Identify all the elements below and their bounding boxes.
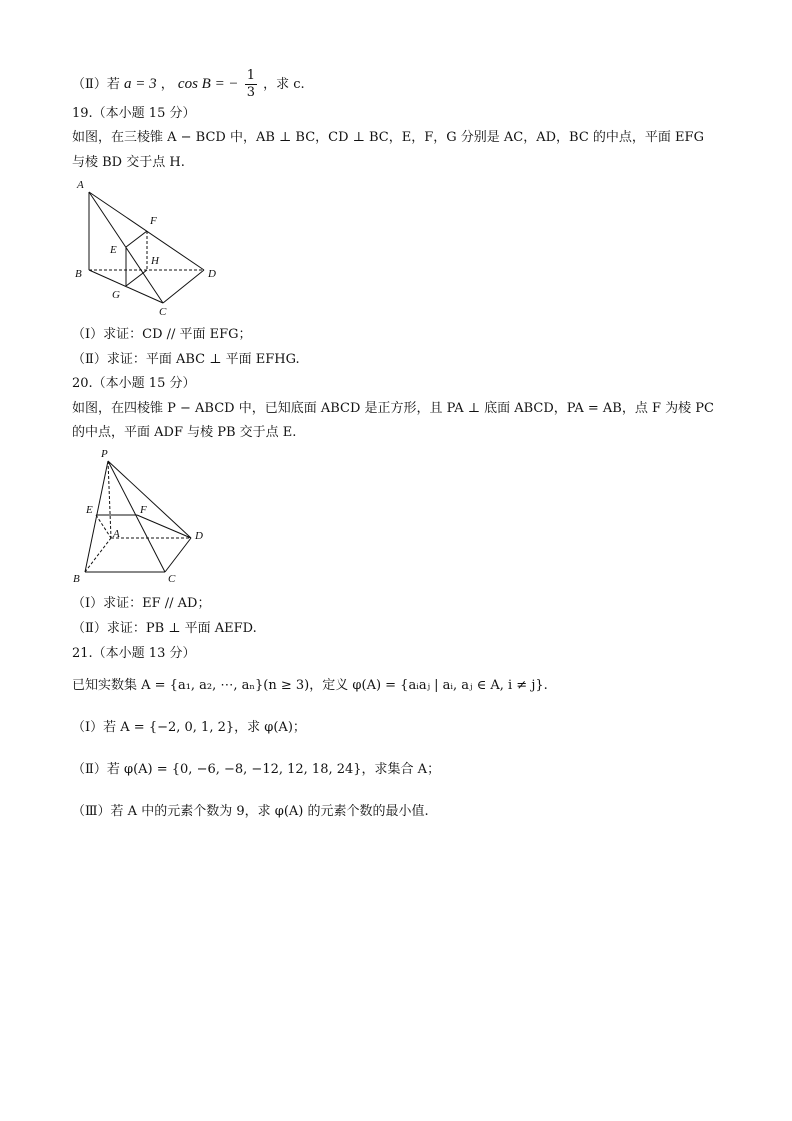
q19-figure-tetrahedron	[68, 174, 228, 318]
q21-part3: （Ⅲ）若 A 中的元素个数为 9，求 φ(A) 的元素个数的最小值.	[72, 804, 429, 819]
q19-header: 19.（本小题 15 分）	[72, 106, 196, 121]
q20-stem-line2: 的中点，平面 ADF 与棱 PB 交于点 E.	[72, 425, 297, 440]
q19-stem-line2: 与棱 BD 交于点 H.	[72, 155, 185, 170]
q18-fraction-denominator: 3	[246, 85, 255, 100]
edge-pa-hidden	[108, 461, 111, 538]
label-p: P	[101, 448, 108, 460]
q20-stem-line1: 如图，在四棱锥 P − ABCD 中，已知底面 ABCD 是正方形，且 PA ⊥ 底面 ABCD，PA = AB，点 F 为棱 PC	[72, 401, 714, 416]
q20-header: 20.（本小题 15 分）	[72, 376, 196, 391]
label-g: G	[112, 289, 120, 301]
q18-part2	[72, 68, 305, 101]
label-c: C	[159, 306, 167, 318]
q18-part2-suffix: ，求 c.	[263, 77, 305, 92]
q18-fraction-numerator: 1	[246, 68, 255, 83]
q19-part2: （Ⅱ）求证：平面 ABC ⊥ 平面 EFHG.	[72, 352, 300, 367]
q19-stem-line1: 如图，在三棱锥 A − BCD 中，AB ⊥ BC，CD ⊥ BC，E，F，G 分别是 AC，AD，BC 的中点，平面 EFG	[72, 130, 704, 145]
label-b: B	[73, 573, 80, 585]
segment-fd	[137, 515, 191, 538]
edge-cd	[165, 538, 191, 572]
q21-part2: （Ⅱ）若 φ(A) = {0, −6, −8, −12, 12, 18, 24}，求集合 A；	[72, 762, 441, 777]
segment-gh	[126, 270, 147, 286]
q18-cond-a: a = 3	[123, 76, 157, 92]
label-f: F	[140, 504, 147, 516]
q18-fraction	[245, 68, 257, 101]
q20-figure-pyramid	[68, 446, 218, 588]
label-d: D	[208, 268, 216, 280]
q18-sep: ，	[160, 77, 174, 92]
q18-part2-prefix: （Ⅱ）若	[72, 77, 120, 92]
edge-cd	[163, 270, 204, 303]
q21-part1: （Ⅰ）若 A = {−2, 0, 1, 2}，求 φ(A)；	[72, 720, 306, 735]
segment-ef	[126, 231, 147, 247]
edge-pd	[108, 461, 191, 538]
label-a: A	[77, 179, 84, 191]
segment-ea-hidden	[96, 515, 111, 538]
q20-part2: （Ⅱ）求证：PB ⊥ 平面 AEFD.	[72, 621, 257, 636]
q19-part1: （Ⅰ）求证：CD // 平面 EFG；	[72, 327, 252, 342]
edge-pc	[108, 461, 165, 572]
q21-header: 21.（本小题 13 分）	[72, 646, 196, 661]
q20-part1: （Ⅰ）求证：EF // AD；	[72, 596, 211, 611]
q21-stem: 已知实数集 A = {a₁, a₂, ⋯, aₙ}(n ≥ 3)，定义 φ(A) = {aᵢaⱼ | aᵢ, aⱼ ∈ A, i ≠ j}.	[72, 678, 548, 693]
label-c: C	[168, 573, 176, 585]
label-b: B	[75, 268, 82, 280]
label-e: E	[86, 504, 93, 516]
label-a: A	[113, 528, 120, 540]
q18-cond-cos: cos B = −	[177, 76, 239, 92]
label-f: F	[150, 215, 157, 227]
label-h: H	[151, 255, 159, 267]
label-d: D	[195, 530, 203, 542]
label-e: E	[110, 244, 117, 256]
